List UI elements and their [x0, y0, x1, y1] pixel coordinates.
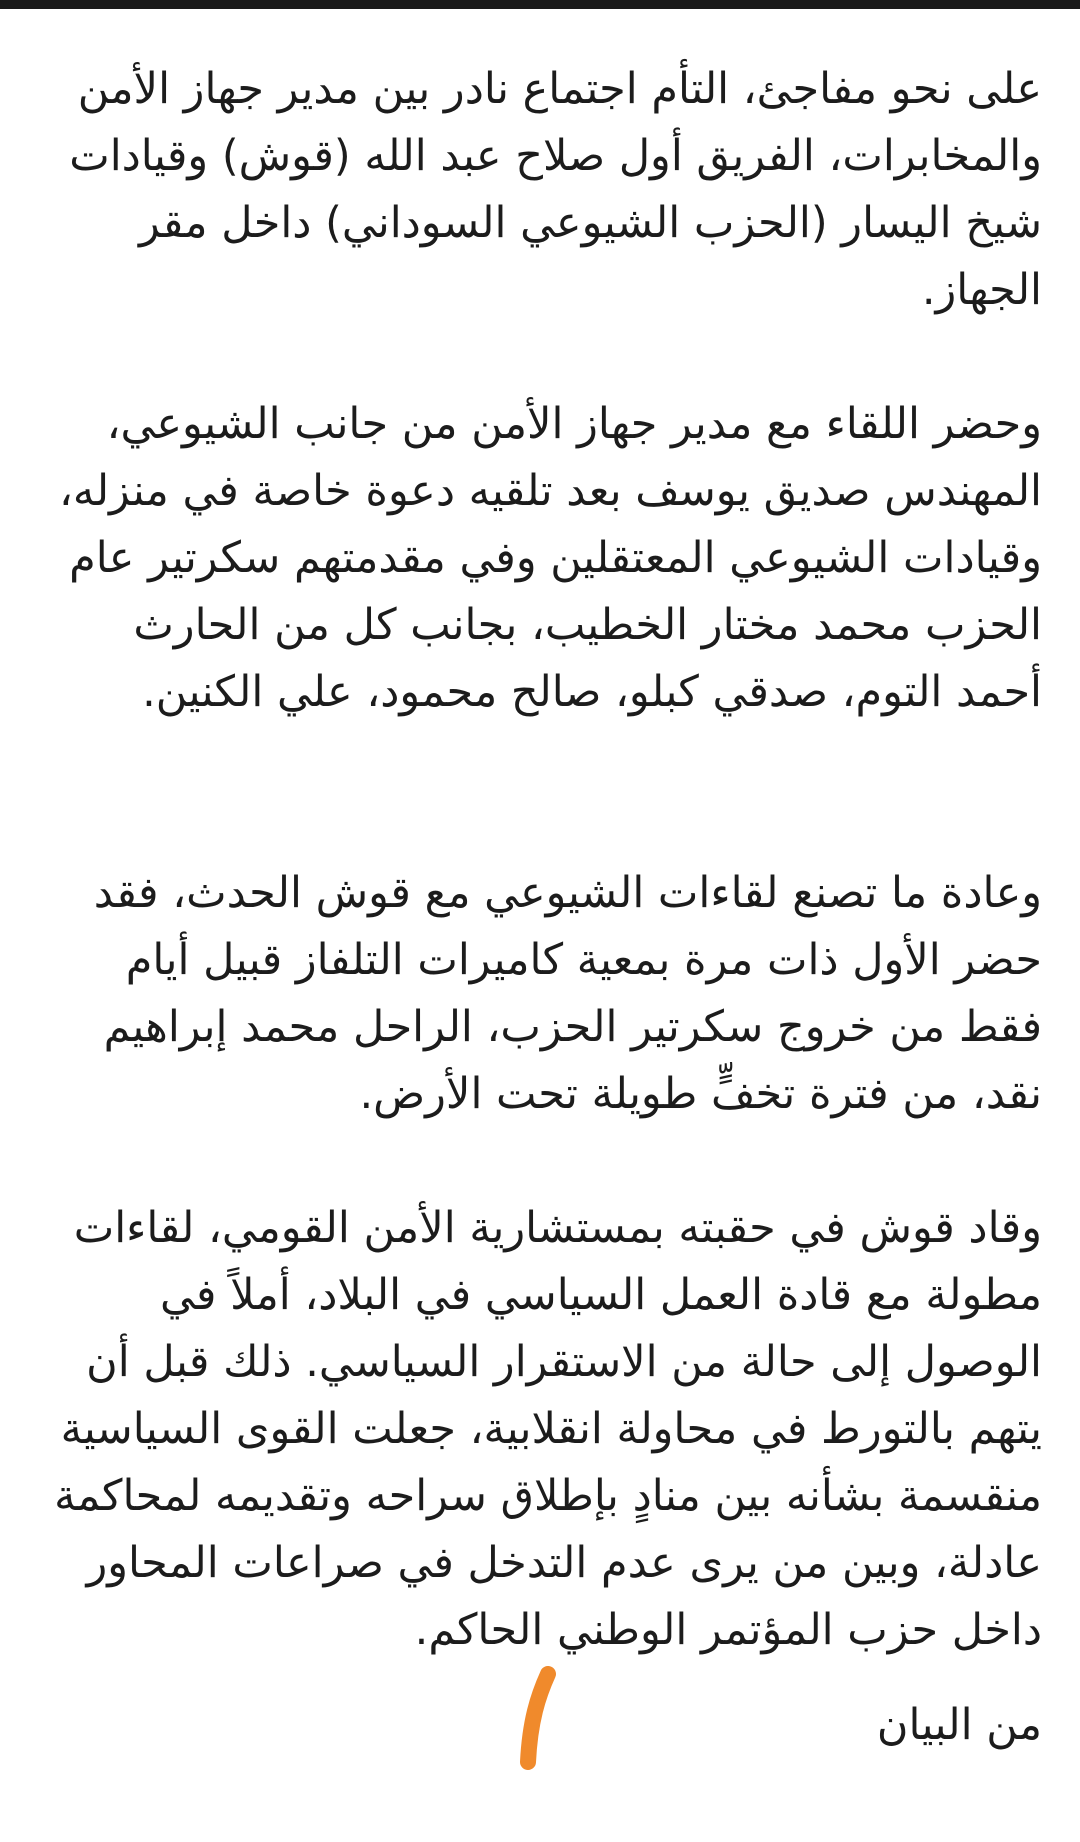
article-paragraph-3: وعادة ما تصنع لقاءات الشيوعي مع قوش الحدث، فقد حضر الأول ذات مرة بمعية كاميرات التلفاز قبيل أيام فقط من خروج سكرتير الحزب، الراحل محمد إبراهيم نقد، من فترة تخفٍّ طويلة تحت الأرض. — [93, 868, 1042, 1119]
article-paragraph-1: على نحو مفاجئ، التأم اجتماع نادر بين مدير جهاز الأمن والمخابرات، الفريق أول صلاح عبد الله (قوش) وقيادات شيخ اليسار (الحزب الشيوعي السوداني) داخل مقر الجهاز. — [69, 64, 1042, 315]
orange-stroke-logo-icon — [508, 1666, 568, 1776]
article-paragraph-2: وحضر اللقاء مع مدير جهاز الأمن من جانب الشيوعي، المهندس صديق يوسف بعد تلقيه دعوة خاصة في منزله، وقيادات الشيوعي المعتقلين وفي مقدمتهم سكرتير عام الحزب محمد مختار الخطيب، بجانب كل من الحارث أحمد التوم، صدقي كبلو، صالح محمود، علي الكنين. — [59, 399, 1042, 717]
source-attribution: من البيان — [876, 1700, 1042, 1750]
article-footer — [44, 1666, 1042, 1786]
article-paragraph-4: وقاد قوش في حقبته بمستشارية الأمن القومي، لقاءات مطولة مع قادة العمل السياسي في البلاد، أملاً في الوصول إلى حالة من الاستقرار السياسي. ذلك قبل أن يتهم بالتورط في محاولة انقلابية، جعلت القوى السياسية منقسمة بشأنه بين منادٍ بإطلاق سراحه وتقديمه لمحاكمة عادلة، وبين من يرى عدم التدخل في صراعات المحاور داخل حزب المؤتمر الوطني الحاكم. — [54, 1203, 1042, 1655]
top-status-bar — [0, 0, 1080, 9]
article-body — [44, 56, 1042, 1664]
